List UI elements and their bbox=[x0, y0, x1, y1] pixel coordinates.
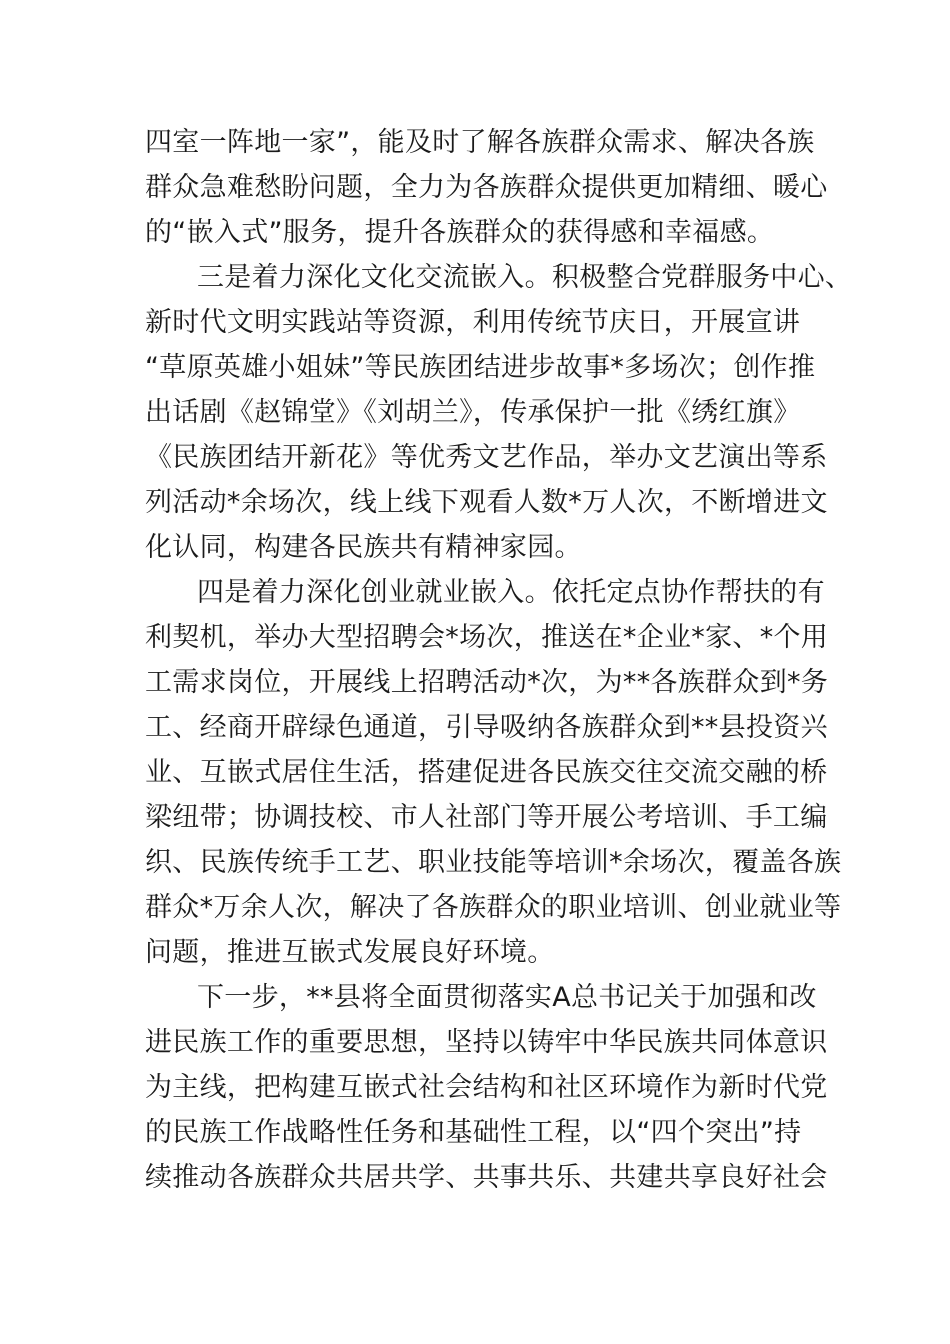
text-line: 《民族团结开新花》等优秀文艺作品，举办文艺演出等系 bbox=[145, 442, 828, 473]
paragraph-start-line: 三是着力深化文化交流嵌入。积极整合党群服务中心、 bbox=[197, 262, 853, 293]
text-line: 的民族工作战略性任务和基础性工程，以“四个突出”持 bbox=[145, 1117, 802, 1148]
text-line: 群众急难愁盼问题，全力为各族群众提供更加精细、暖心 bbox=[145, 172, 828, 203]
text-line: “草原英雄小姐妹”等民族团结进步故事*多场次；创作推 bbox=[145, 352, 816, 383]
text-line: 进民族工作的重要思想，坚持以铸牢中华民族共同体意识 bbox=[145, 1027, 828, 1058]
paragraph-start-line: 四是着力深化创业就业嵌入。依托定点协作帮扶的有 bbox=[197, 577, 825, 608]
text-line: 工需求岗位，开展线上招聘活动*次，为**各族群众到*务 bbox=[145, 667, 829, 698]
text-line: 梁纽带；协调技校、市人社部门等开展公考培训、手工编 bbox=[145, 802, 828, 833]
text-line: 出话剧《赵锦堂》《刘胡兰》，传承保护一批《绣红旗》 bbox=[145, 397, 801, 428]
text-line: 的“嵌入式”服务，提升各族群众的获得感和幸福感。 bbox=[145, 217, 775, 248]
text-line: 续推动各族群众共居共学、共事共乐、共建共享良好社会 bbox=[145, 1162, 828, 1193]
text-line: 问题，推进互嵌式发展良好环境。 bbox=[145, 937, 555, 968]
text-line: 列活动*余场次，线上线下观看人数*万人次，不断增进文 bbox=[145, 487, 828, 518]
text-line: 业、互嵌式居住生活，搭建促进各民族交往交流交融的桥 bbox=[145, 757, 828, 788]
text-line: 利契机，举办大型招聘会*场次，推送在*企业*家、*个用 bbox=[145, 622, 829, 653]
text-line: 织、民族传统手工艺、职业技能等培训*余场次，覆盖各族 bbox=[145, 847, 842, 878]
text-line: 四室一阵地一家”，能及时了解各族群众需求、解决各族 bbox=[145, 127, 815, 158]
text-line: 工、经商开辟绿色通道，引导吸纳各族群众到**县投资兴 bbox=[145, 712, 828, 743]
paragraph-start-line: 下一步，**县将全面贯彻落实A总书记关于加强和改 bbox=[197, 982, 817, 1013]
text-line: 新时代文明实践站等资源，利用传统节庆日，开展宣讲 bbox=[145, 307, 801, 338]
body-text bbox=[145, 120, 853, 1200]
text-line: 群众*万余人次，解决了各族群众的职业培训、创业就业等 bbox=[145, 892, 842, 923]
text-line: 为主线，把构建互嵌式社会结构和社区环境作为新时代党 bbox=[145, 1072, 828, 1103]
text-line: 化认同，构建各民族共有精神家园。 bbox=[145, 532, 582, 563]
